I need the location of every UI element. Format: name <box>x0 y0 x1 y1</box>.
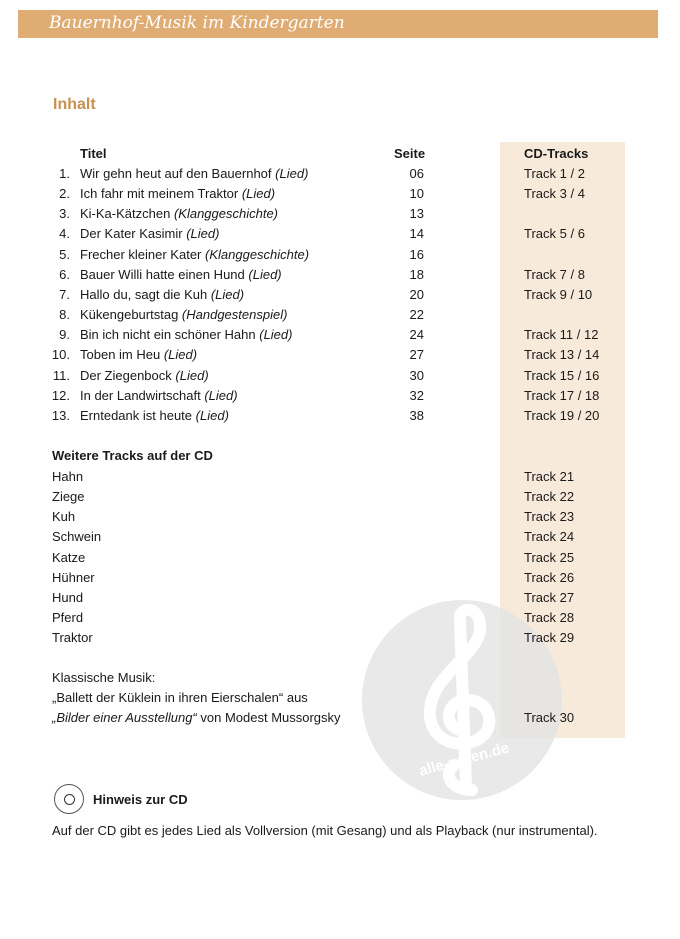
extra-track-name: Katze <box>52 549 86 565</box>
row-title <box>80 408 229 424</box>
song-title: Kükengeburtstag <box>80 307 182 323</box>
row-tracks: Track 17 / 18 <box>524 387 600 403</box>
row-title <box>80 307 287 323</box>
extra-track-name: Hahn <box>52 469 84 484</box>
song-type: (Lied) <box>195 407 229 423</box>
row-page: 18 <box>409 266 424 282</box>
song-type: (Lied) <box>248 266 282 282</box>
song-type: (Handgestenspiel) <box>181 307 288 323</box>
song-type: (Lied) <box>175 367 209 383</box>
song-type: (Lied) <box>186 226 220 242</box>
classic-label: Klassische Musik: <box>52 670 156 685</box>
header-title: Bauernhof-Musik im Kindergarten <box>49 13 345 33</box>
extra-track-number: Track 27 <box>524 589 575 605</box>
song-title: Hallo du, sagt die Kuh <box>80 286 208 302</box>
row-title <box>80 347 197 363</box>
song-title: Ich fahr mit meinem Traktor <box>80 186 239 202</box>
row-tracks: Track 13 / 14 <box>524 347 600 363</box>
song-title: Der Kater Kasimir <box>80 226 183 242</box>
extra-track-number: Track 29 <box>524 630 575 646</box>
song-title: Bin ich nicht ein schöner Hahn <box>80 327 256 343</box>
song-title: Toben im Heu <box>80 347 161 363</box>
extra-track-number: Track 28 <box>524 610 575 626</box>
row-number: 9. <box>59 327 70 343</box>
row-title <box>80 327 292 343</box>
row-page: 10 <box>409 186 424 202</box>
song-title: Der Ziegenbock <box>80 367 172 383</box>
row-tracks: Track 1 / 2 <box>524 166 585 181</box>
song-title: In der Landwirtschaft <box>80 387 201 403</box>
row-number: 10. <box>51 347 70 363</box>
classic-track: Track 30 <box>524 710 575 725</box>
row-title <box>80 267 282 283</box>
row-tracks: Track 3 / 4 <box>524 186 585 202</box>
row-title <box>80 247 309 263</box>
row-number: 8. <box>59 307 70 323</box>
row-title <box>80 287 244 303</box>
extra-track-number: Track 24 <box>524 529 575 545</box>
row-number: 3. <box>59 206 70 222</box>
extra-track-name: Hund <box>52 589 84 605</box>
row-title <box>80 226 219 242</box>
row-page: 30 <box>409 367 424 383</box>
page-heading: Inhalt <box>53 96 96 113</box>
row-page: 27 <box>409 347 424 363</box>
song-title: Wir gehn heut auf den Bauernhof <box>80 166 272 181</box>
row-number: 13. <box>51 407 70 423</box>
song-type: (Lied) <box>259 327 293 343</box>
extra-track-number: Track 22 <box>524 489 575 505</box>
row-page: 14 <box>409 226 424 242</box>
row-title <box>80 166 308 182</box>
extra-track-name: Ziege <box>52 489 85 505</box>
song-title: Ki-Ka-Kätzchen <box>80 206 171 222</box>
extra-track-number: Track 21 <box>524 469 575 484</box>
row-number: 12. <box>51 387 70 403</box>
song-type: (Lied) <box>241 186 276 202</box>
note-heading: Hinweis zur CD <box>93 792 188 807</box>
song-type: (Lied) <box>204 387 238 403</box>
row-title <box>80 186 275 202</box>
extra-track-name: Kuh <box>52 509 76 525</box>
column-header-tracks: CD-Tracks <box>524 146 589 161</box>
row-number: 6. <box>59 266 70 282</box>
note-text: Auf der CD gibt es jedes Lied als Vollversion (mit Gesang) und als Playback (nur instrumental). <box>52 823 598 838</box>
row-number: 11. <box>52 367 70 383</box>
row-number: 4. <box>59 226 70 242</box>
extra-tracks-heading: Weitere Tracks auf der CD <box>52 448 213 463</box>
row-page: 06 <box>409 166 424 181</box>
column-header-title: Titel <box>80 146 107 161</box>
song-title: Frecher kleiner Kater <box>80 246 202 262</box>
classic-work-title: „Bilder einer Ausstellung“ <box>52 710 197 725</box>
extra-track-name: Hühner <box>52 569 95 585</box>
song-title: Bauer Willi hatte einen Hund <box>80 266 245 282</box>
row-tracks: Track 19 / 20 <box>524 407 600 423</box>
row-tracks: Track 7 / 8 <box>524 266 585 282</box>
row-page: 20 <box>409 286 424 302</box>
cd-icon <box>54 784 84 814</box>
row-page: 38 <box>409 407 424 423</box>
extra-track-number: Track 26 <box>524 569 575 585</box>
extra-track-name: Traktor <box>52 630 93 646</box>
row-title <box>80 206 278 222</box>
song-type: (Lied) <box>275 166 309 181</box>
row-page: 24 <box>409 327 424 343</box>
extra-track-name: Schwein <box>52 529 102 545</box>
row-tracks: Track 15 / 16 <box>524 367 600 383</box>
extra-track-number: Track 25 <box>524 549 575 565</box>
watermark-text: alle-noten.de <box>417 739 512 780</box>
row-number: 7. <box>59 286 70 302</box>
row-tracks: Track 11 / 12 <box>524 327 599 343</box>
classic-line-2 <box>52 710 341 726</box>
classic-line-1: „Ballett der Küklein in ihren Eierschalen“ aus <box>52 690 308 705</box>
row-number: 2. <box>59 186 70 202</box>
classic-composer: von Modest Mussorgsky <box>196 710 341 725</box>
row-page: 22 <box>409 307 424 323</box>
row-page: 13 <box>409 206 424 222</box>
song-title: Erntedank ist heute <box>80 407 193 423</box>
row-tracks: Track 9 / 10 <box>524 286 593 302</box>
extra-track-number: Track 23 <box>524 509 575 525</box>
header-bar <box>18 10 658 38</box>
row-title <box>80 388 238 404</box>
row-number: 5. <box>59 246 70 262</box>
row-tracks: Track 5 / 6 <box>524 226 585 242</box>
song-type: (Klanggeschichte) <box>205 246 310 262</box>
row-page: 16 <box>409 246 424 262</box>
song-type: (Lied) <box>210 286 245 302</box>
song-type: (Klanggeschichte) <box>173 206 279 222</box>
row-page: 32 <box>409 387 424 403</box>
row-title <box>80 368 209 384</box>
extra-track-name: Pferd <box>52 610 84 626</box>
column-header-page: Seite <box>394 146 426 161</box>
row-number: 1. <box>59 166 70 181</box>
song-type: (Lied) <box>163 347 198 363</box>
